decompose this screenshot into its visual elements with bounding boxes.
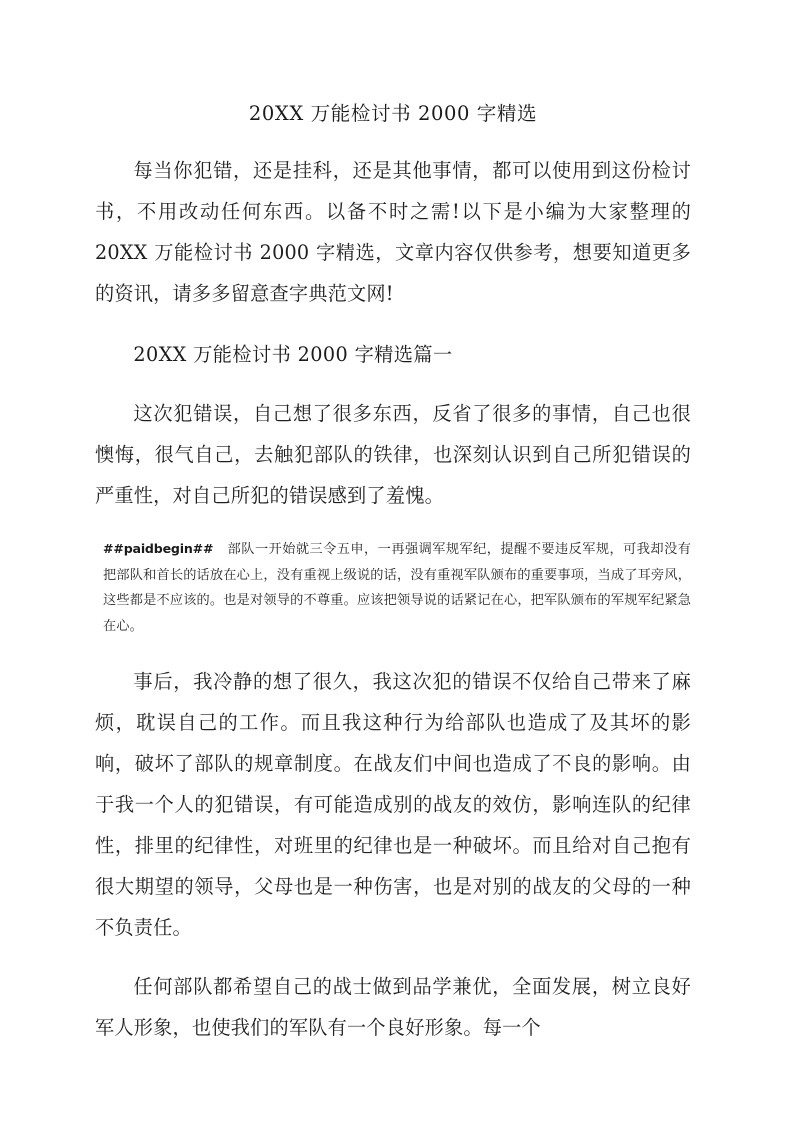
section-heading: 20XX 万能检讨书 2000 字精选篇一 (133, 343, 453, 366)
paid-begin-marker: ##paidbegin## (103, 541, 214, 556)
body-paragraph-3: 任何部队都希望自己的战士做到品学兼优，全面发展，树立良好军人形象，也使我们的军队有一个良好形象。每一个 (95, 975, 691, 1039)
body-paragraph-1: 这次犯错误，自己想了很多东西，反省了很多的事情，自己也很懊悔，很气自己，去触犯部队的铁律，也深刻认识到自己所犯错误的严重性，对自己所犯的错误感到了羞愧。 (95, 402, 691, 507)
body-paragraph-2: 事后，我冷静的想了很久，我这次犯的错误不仅给自己带来了麻烦，耽误自己的工作。而且我这种行为给部队也造成了及其坏的影响，破坏了部队的规章制度。在战友们中间也造成了不良的影响。由于我一个人的犯错误，有可能造成别的战友的效仿，影响连队的纪律性，排里的纪律性，对班里的纪律也是一种破坏。而且给对自己抱有很大期望的领导，父母也是一种伤害，也是对别的战友的父母的一种不负责任。 (95, 670, 691, 939)
paid-content-block (95, 516, 691, 639)
page-title: 20XX 万能检讨书 2000 字精选 (248, 102, 538, 125)
lead-paragraph: 每当你犯错，还是挂科，还是其他事情，都可以使用到这份检讨书，不用改动任何东西。以备不时之需!以下是小编为大家整理的 20XX 万能检讨书 2000 字精选，文章内容仅供参考，想要知道更多的资讯，请多多留意查字典范文网! (95, 159, 691, 305)
paid-block-text: 部队一开始就三令五申，一再强调军规军纪，提醒不要违反军规，可我却没有把部队和首长的话放在心上，没有重视上级说的话，没有重视军队颁布的重要事项，当成了耳旁风，这些都是不应该的。也是对领导的不尊重。应该把领导说的话紧记在心，把军队颁布的军规军纪紧急在心。 (103, 542, 691, 634)
document-content (95, 0, 691, 1048)
